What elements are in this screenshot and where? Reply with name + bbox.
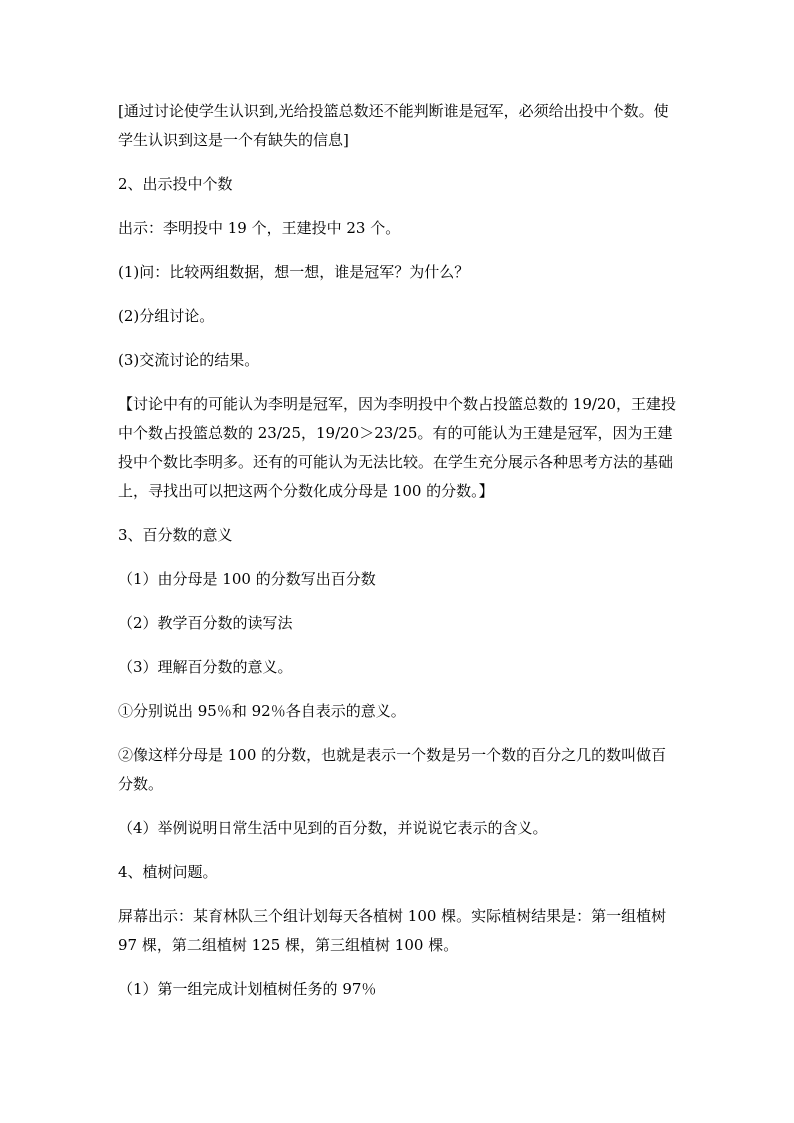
step-group-discussion: (2)分组讨论。: [118, 307, 215, 325]
step-write-percent: （1）由分母是 100 的分数写出百分数: [118, 570, 376, 588]
paragraph-intro-note: [通过讨论使学生认识到,光给投篮总数还不能判断谁是冠军，必须给出投中个数。使学生认识到这是一个有缺失的信息]: [118, 102, 669, 149]
item-circle-2: ②像这样分母是 100 的分数，也就是表示一个数是另一个数的百分之几的数叫做百分数。: [118, 746, 667, 793]
paragraph-tree-data: 屏幕出示：某育林队三个组计划每天各植树 100 棵。实际植树结果是：第一组植树 97 棵，第二组植树 125 棵，第三组植树 100 棵。: [118, 907, 667, 954]
step-group-one-result: （1）第一组完成计划植树任务的 97％: [118, 980, 377, 998]
paragraph-show-data: 出示：李明投中 19 个，王建投中 23 个。: [118, 219, 401, 237]
step-share-results: (3)交流讨论的结果。: [118, 351, 260, 369]
heading-tree-problem: 4、植树问题。: [118, 863, 218, 881]
heading-show-hits: 2、出示投中个数: [118, 175, 233, 193]
heading-percent-meaning: 3、百分数的意义: [118, 526, 233, 544]
step-question: (1)问：比较两组数据，想一想，谁是冠军？为什么？: [118, 263, 470, 281]
step-daily-examples: （4）举例说明日常生活中见到的百分数，并说说它表示的含义。: [118, 819, 548, 837]
step-read-write: （2）教学百分数的读写法: [118, 614, 293, 632]
item-circle-1: ①分别说出 95％和 92％各自表示的意义。: [118, 702, 406, 720]
document-body: [118, 97, 678, 1004]
paragraph-discussion-note: 【讨论中有的可能认为李明是冠军，因为李明投中个数占投篮总数的 19/20，王建投中个数占投篮总数的 23/25，19/20＞23/25。有的可能认为王建是冠军，因为王建投中个数比李明多。还有的可能认为无法比较。在学生充分展示各种思考方法的基础上，寻找出可以把这两个分数化成分母是 100 的分数。】: [118, 395, 676, 500]
step-understand-meaning: （3）理解百分数的意义。: [118, 658, 293, 676]
